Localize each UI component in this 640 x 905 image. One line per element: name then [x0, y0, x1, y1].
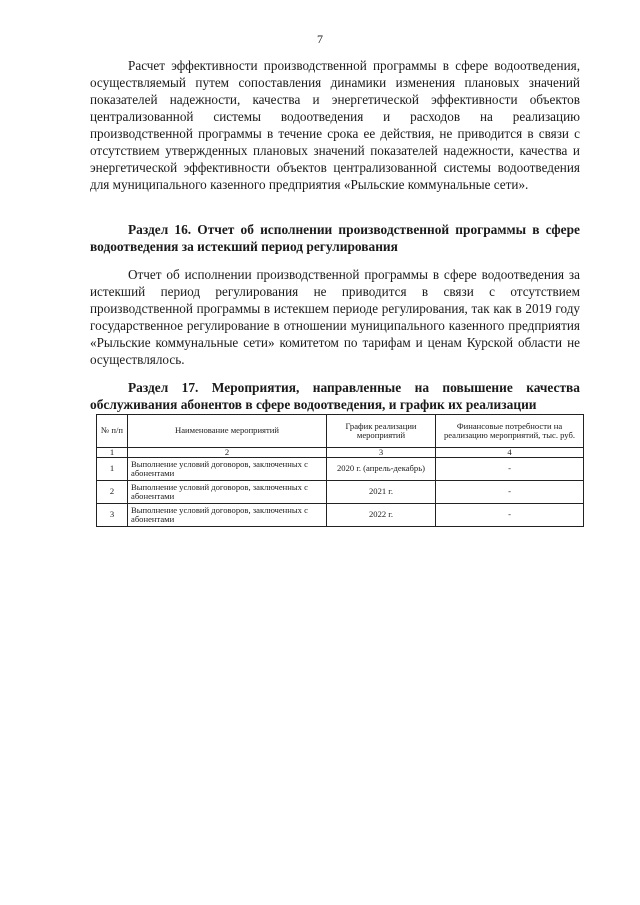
measures-table-container	[96, 414, 584, 527]
table-row	[97, 458, 584, 481]
page-number: 7	[317, 32, 323, 46]
table-index-row	[97, 448, 584, 458]
row-schedule: 2020 г. (апрель-декабрь)	[327, 458, 436, 481]
row-finance: -	[436, 504, 584, 527]
index-cell: 2	[128, 448, 327, 458]
row-schedule: 2022 г.	[327, 504, 436, 527]
table-row	[97, 481, 584, 504]
header-finance: Финансовые потребности на реализацию мероприятий, тыс. руб.	[436, 415, 584, 448]
row-num: 3	[97, 504, 128, 527]
row-name: Выполнение условий договоров, заключенных с абонентами	[128, 504, 327, 527]
section-17-heading: Раздел 17. Мероприятия, направленные на повышение качества обслуживания абонентов в сфере водоотведения, и график их реализации	[90, 380, 580, 412]
table-header-row	[97, 415, 584, 448]
row-num: 2	[97, 481, 128, 504]
paragraph-efficiency: Расчет эффективности производственной программы в сфере водоотведения, осуществляемый путем сопоставления динамики изменения плановых значений показателей надежности, качества и энергетической эффективности объектов централизованной системы водоотведения и расходов на реализацию производственной программы в течение срока ее действия, не приводится в связи с отсутствием утвержденных плановых значений показателей надежности, качества и энергетической эффективности объектов централизованной системы водоотведения для муниципального казенного предприятия «Рыльские коммунальные сети».	[90, 58, 580, 192]
row-num: 1	[97, 458, 128, 481]
measures-table	[96, 414, 584, 527]
header-schedule: График реализации мероприятий	[327, 415, 436, 448]
row-name: Выполнение условий договоров, заключенных с абонентами	[128, 458, 327, 481]
row-finance: -	[436, 481, 584, 504]
index-cell: 1	[97, 448, 128, 458]
row-schedule: 2021 г.	[327, 481, 436, 504]
index-cell: 3	[327, 448, 436, 458]
row-finance: -	[436, 458, 584, 481]
table-row	[97, 504, 584, 527]
header-name: Наименование мероприятий	[128, 415, 327, 448]
header-num: № п/п	[97, 415, 128, 448]
paragraph-report: Отчет об исполнении производственной программы в сфере водоотведения за истекший период регулирования не приводится в связи с отсутствием производственной программы в истекшем периоде регулирования, так как в 2019 году государственное регулирование в отношении муниципального казенного предприятия «Рыльские коммунальные сети» комитетом по тарифам и ценам Курской области не осуществлялось.	[90, 267, 580, 367]
index-cell: 4	[436, 448, 584, 458]
section-16-heading: Раздел 16. Отчет об исполнении производственной программы в сфере водоотведения за истекший период регулирования	[90, 222, 580, 254]
row-name: Выполнение условий договоров, заключенных с абонентами	[128, 481, 327, 504]
